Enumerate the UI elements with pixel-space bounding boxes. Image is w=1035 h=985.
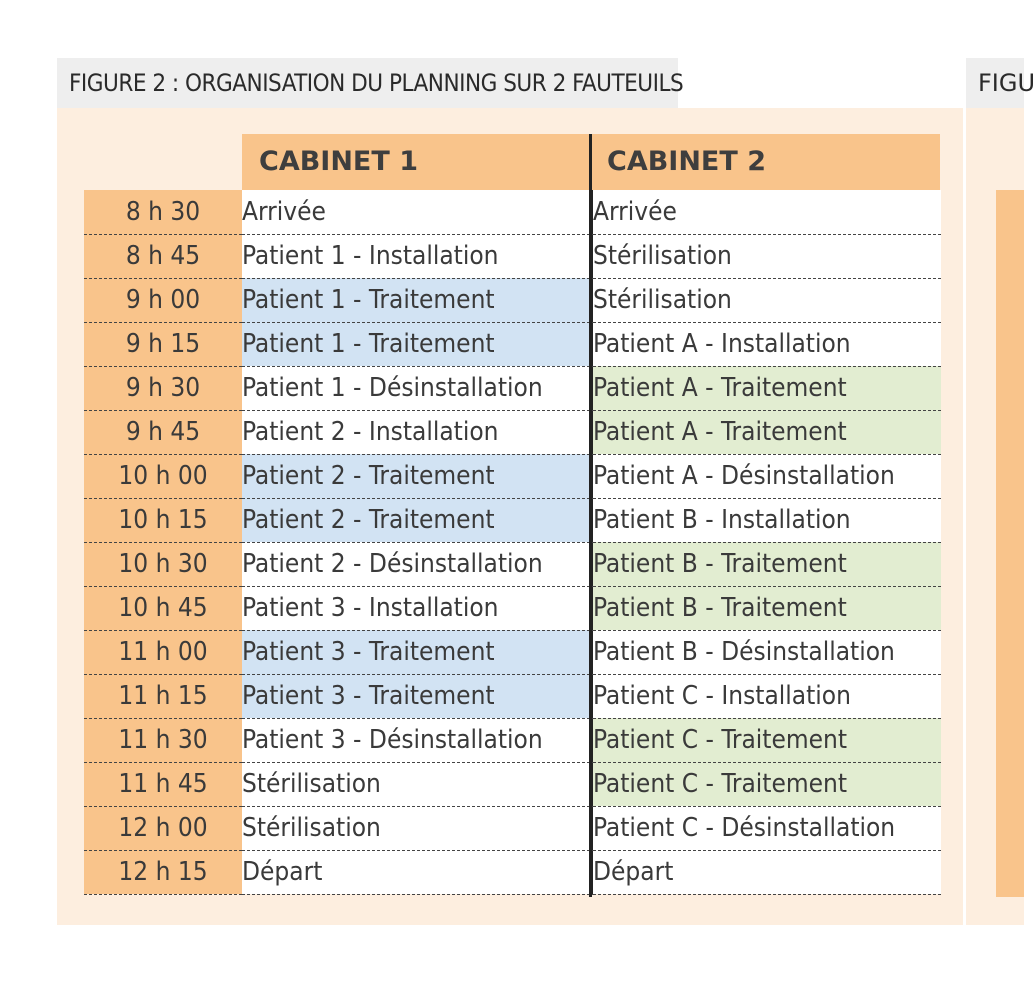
schedule-row [84, 630, 941, 674]
cabinet-1-cell: Patient 3 - Traitement [242, 630, 590, 674]
schedule-row [84, 234, 941, 278]
cabinet-2-cell: Patient B - Traitement [593, 542, 941, 586]
cabinet-1-cell: Patient 3 - Installation [242, 586, 590, 630]
schedule-table [84, 190, 941, 895]
cabinet-2-cell: Patient B - Désinstallation [593, 630, 941, 674]
cabinet-2-cell: Départ [593, 850, 941, 894]
cabinet-2-header: CABINET 2 [592, 134, 940, 190]
time-cell: 11 h 00 [84, 630, 242, 674]
time-cell: 12 h 15 [84, 850, 242, 894]
cabinet-1-cell: Patient 2 - Traitement [242, 498, 590, 542]
cabinet-1-cell: Patient 1 - Désinstallation [242, 366, 590, 410]
cabinet-2-cell: Patient C - Installation [593, 674, 941, 718]
cabinet-2-cell: Patient A - Traitement [593, 410, 941, 454]
cabinet-1-cell: Patient 1 - Traitement [242, 278, 590, 322]
schedule-row [84, 586, 941, 630]
cabinet-2-cell: Patient C - Traitement [593, 762, 941, 806]
schedule-row [84, 190, 941, 234]
cabinet-1-cell: Patient 2 - Traitement [242, 454, 590, 498]
cabinet-2-cell: Stérilisation [593, 278, 941, 322]
cabinet-1-cell: Stérilisation [242, 762, 590, 806]
time-cell: 8 h 45 [84, 234, 242, 278]
cabinet-2-cell: Patient B - Installation [593, 498, 941, 542]
time-cell: 10 h 30 [84, 542, 242, 586]
schedule-row [84, 850, 941, 894]
schedule-row [84, 454, 941, 498]
schedule-row [84, 366, 941, 410]
cabinet-2-cell: Arrivée [593, 190, 941, 234]
cabinet-2-cell: Patient A - Installation [593, 322, 941, 366]
schedule-row [84, 674, 941, 718]
schedule-row [84, 322, 941, 366]
time-cell: 9 h 15 [84, 322, 242, 366]
cabinet-1-cell: Patient 2 - Installation [242, 410, 590, 454]
schedule-row [84, 498, 941, 542]
cabinet-1-cell: Patient 1 - Traitement [242, 322, 590, 366]
cabinet-2-cell: Patient B - Traitement [593, 586, 941, 630]
time-cell: 9 h 00 [84, 278, 242, 322]
schedule-row [84, 718, 941, 762]
time-cell: 11 h 30 [84, 718, 242, 762]
schedule-row [84, 806, 941, 850]
cabinet-2-cell: Patient A - Désinstallation [593, 454, 941, 498]
cabinet-1-cell: Patient 1 - Installation [242, 234, 590, 278]
time-cell: 9 h 30 [84, 366, 242, 410]
time-cell: 9 h 45 [84, 410, 242, 454]
time-cell: 8 h 30 [84, 190, 242, 234]
column-divider [589, 134, 592, 897]
time-cell: 10 h 00 [84, 454, 242, 498]
cabinet-2-cell: Patient C - Traitement [593, 718, 941, 762]
schedule-body [84, 190, 941, 894]
cabinet-1-cell: Patient 3 - Désinstallation [242, 718, 590, 762]
schedule-row [84, 542, 941, 586]
cabinet-2-cell: Stérilisation [593, 234, 941, 278]
next-figure-title: FIGU [966, 58, 1024, 108]
cabinet-1-cell: Arrivée [242, 190, 590, 234]
cabinet-1-cell: Départ [242, 850, 590, 894]
time-cell: 12 h 00 [84, 806, 242, 850]
schedule-row [84, 278, 941, 322]
schedule-row [84, 410, 941, 454]
time-cell: 11 h 45 [84, 762, 242, 806]
cabinet-2-cell: Patient C - Désinstallation [593, 806, 941, 850]
schedule-row [84, 762, 941, 806]
time-cell: 10 h 45 [84, 586, 242, 630]
time-cell: 10 h 15 [84, 498, 242, 542]
cabinet-1-cell: Stérilisation [242, 806, 590, 850]
cabinet-1-cell: Patient 3 - Traitement [242, 674, 590, 718]
next-figure-time-column [996, 190, 1024, 897]
cabinet-2-cell: Patient A - Traitement [593, 366, 941, 410]
figure-title: FIGURE 2 : ORGANISATION DU PLANNING SUR 2 FAUTEUILS [57, 58, 678, 108]
cabinet-1-cell: Patient 2 - Désinstallation [242, 542, 590, 586]
time-cell: 11 h 15 [84, 674, 242, 718]
cabinet-1-header: CABINET 1 [242, 134, 590, 190]
